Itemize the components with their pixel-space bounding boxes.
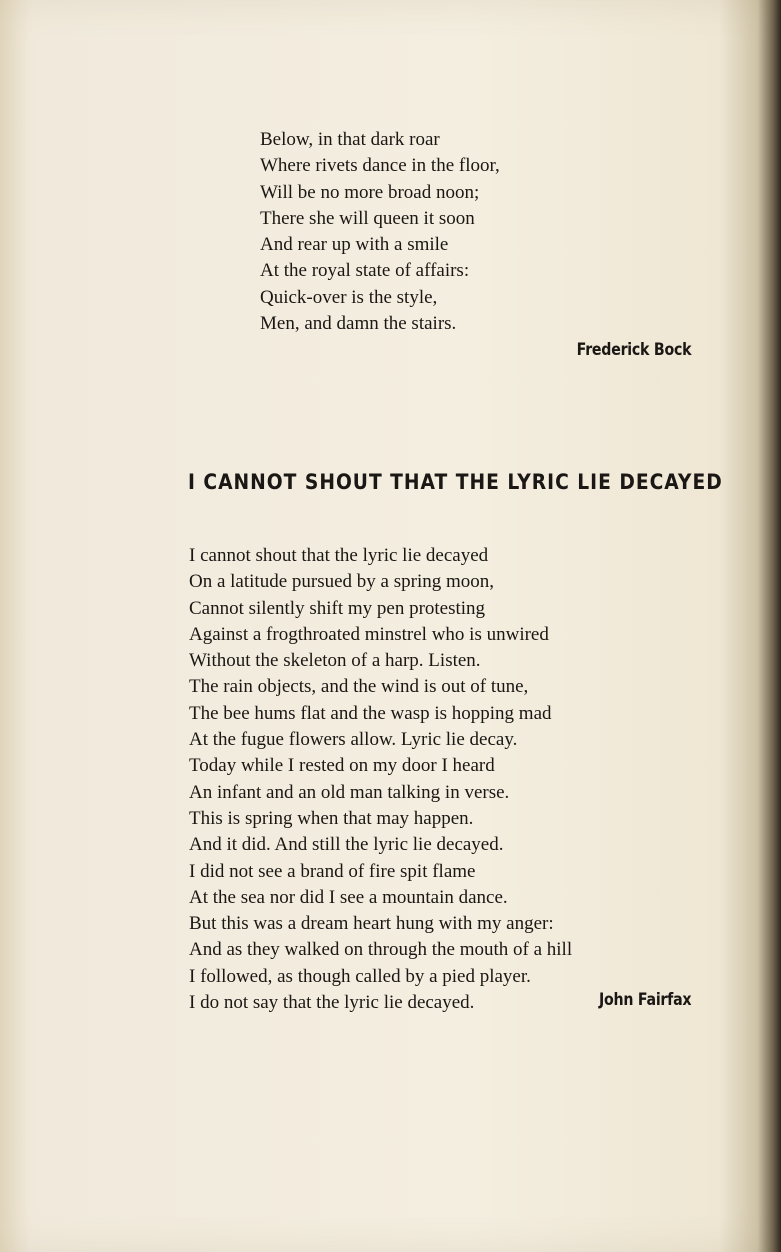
poem-line: At the sea nor did I see a mountain dance. [189,886,508,908]
poem-line: Will be no more broad noon; [260,181,480,203]
poem-line: Where rivets dance in the floor, [260,155,500,177]
poem-body [189,543,719,1016]
poem-line: On a latitude pursued by a spring moon, [189,571,495,593]
poem-line: The bee hums flat and the wasp is hopping mad [189,702,552,724]
poem-line: An infant and an old man talking in verse. [189,781,510,803]
poem-line: I cannot shout that the lyric lie decayed [189,545,489,566]
poem-line: The rain objects, and the wind is out of tune, [189,676,529,698]
poem-line: I did not see a brand of fire spit flame [189,860,476,882]
poem-line: This is spring when that may happen. [189,807,474,829]
poem-line: Men, and damn the stairs. [260,313,457,335]
poem-line: But this was a dream heart hung with my anger: [189,913,554,935]
poem-title: I CANNOT SHOUT THAT THE LYRIC LIE DECAYED [188,470,723,494]
poem-line: I do not say that the lyric lie decayed. [189,992,475,1014]
poem-line: There she will queen it soon [260,207,475,229]
poem-line: I followed, as though called by a pied player. [189,965,531,987]
poem-line: Cannot silently shift my pen protesting [189,597,486,619]
poem-line: Today while I rested on my door I heard [189,755,495,777]
author-signature-fairfax: John Fairfax [598,990,691,1009]
poem-line: At the fugue flowers allow. Lyric lie decay. [189,729,518,751]
poem-line: And it did. And still the lyric lie decayed. [189,834,504,856]
poem-line: Quick-over is the style, [260,286,438,308]
poem-line: At the royal state of affairs: [260,260,470,282]
poem-line: And rear up with a smile [260,234,449,256]
author-signature-bock: Frederick Bock [576,340,691,359]
poem-line: Below, in that dark roar [260,129,440,150]
poem-line: Without the skeleton of a harp. Listen. [189,650,481,672]
poem-line: Against a frogthroated minstrel who is unwired [189,623,549,645]
poem-stanza-continued [260,127,700,337]
poem-line: And as they walked on through the mouth of a hill [189,939,573,961]
